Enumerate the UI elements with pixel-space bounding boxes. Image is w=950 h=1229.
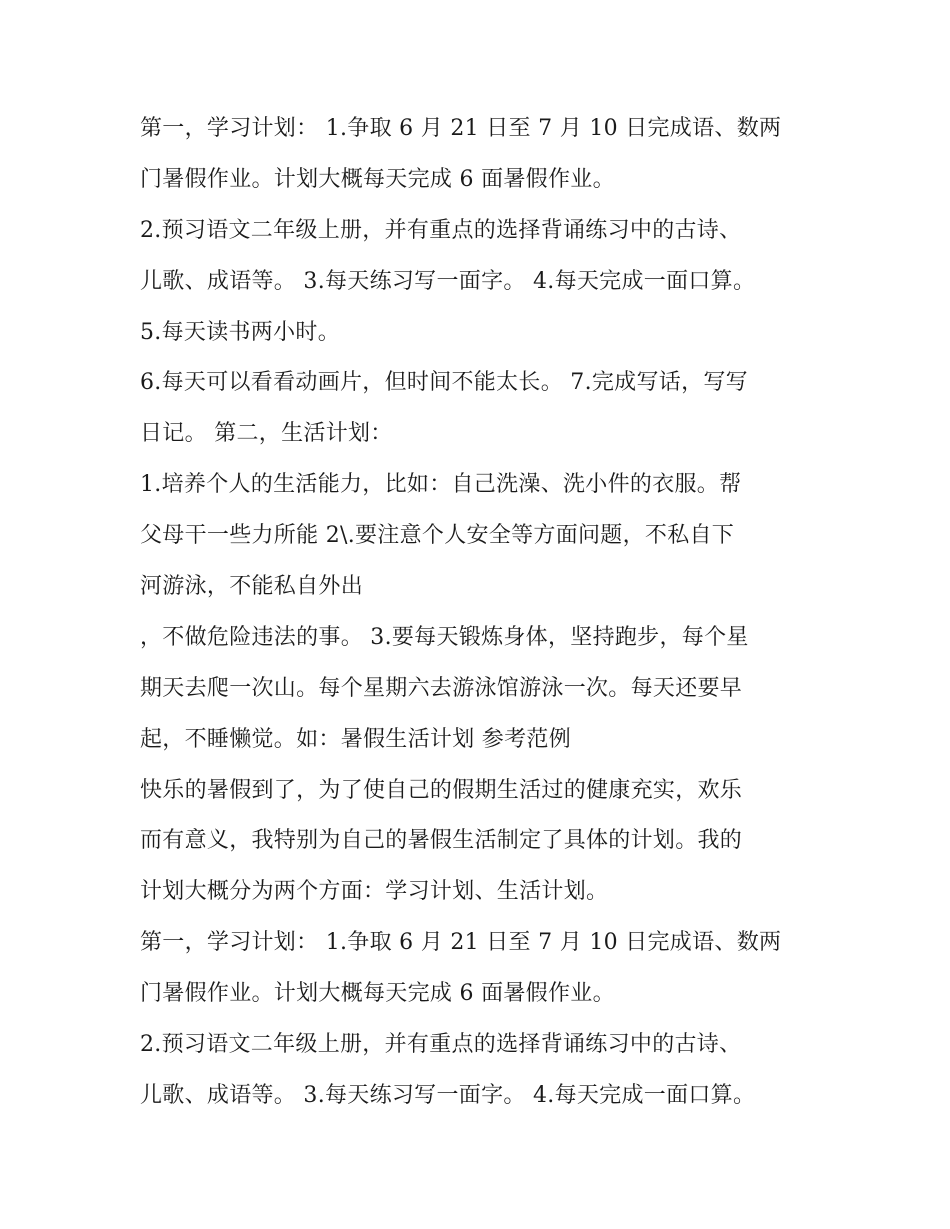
text-line: 快乐的暑假到了，为了使自己的假期生活过的健康充实，欢乐 (140, 777, 743, 803)
text-line: 门暑假作业。计划大概每天完成 6 面暑假作业。 (140, 166, 615, 192)
text-line: 父母干一些力所能 2\.要注意个人安全等方面问题，不私自下 (140, 523, 735, 549)
text-line: 第一，学习计划： 1.争取 6 月 21 日至 7 月 10 日完成语、数两 (140, 930, 782, 956)
text-line: 起，不睡懒觉。如：暑假生活计划 参考范例 (140, 726, 571, 752)
text-line: 计划大概分为两个方面：学习计划、生活计划。 (140, 879, 609, 905)
text-line: 第一，学习计划： 1.争取 6 月 21 日至 7 月 10 日完成语、数两 (140, 116, 782, 141)
text-line: 2.预习语文二年级上册，并有重点的选择背诵练习中的古诗、 (140, 1032, 742, 1058)
text-line: ，不做危险违法的事。 3.要每天锻炼身体，坚持跑步，每个星 (140, 624, 749, 650)
text-line: 而有意义，我特别为自己的暑假生活制定了具体的计划。我的 (140, 828, 743, 854)
text-line: 5.每天读书两小时。 (140, 319, 340, 345)
text-line: 6.每天可以看看动画片，但时间不能太长。 7.完成写话，写写 (140, 370, 748, 396)
text-line: 2.预习语文二年级上册，并有重点的选择背诵练习中的古诗、 (140, 217, 742, 243)
document-body (140, 104, 840, 1122)
text-line: 河游泳，不能私自外出 (140, 574, 364, 600)
text-line: 儿歌、成语等。 3.每天练习写一面字。 4.每天完成一面口算。 (140, 268, 756, 294)
text-line: 1.培养个人的生活能力，比如：自己洗澡、洗小件的衣服。帮 (140, 472, 742, 498)
text-line: 门暑假作业。计划大概每天完成 6 面暑假作业。 (140, 981, 615, 1007)
text-line: 期天去爬一次山。每个星期六去游泳馆游泳一次。每天还要早 (140, 675, 743, 701)
text-line: 儿歌、成语等。 3.每天练习写一面字。 4.每天完成一面口算。 (140, 1082, 756, 1108)
text-line: 日记。 第二，生活计划： (140, 421, 393, 447)
